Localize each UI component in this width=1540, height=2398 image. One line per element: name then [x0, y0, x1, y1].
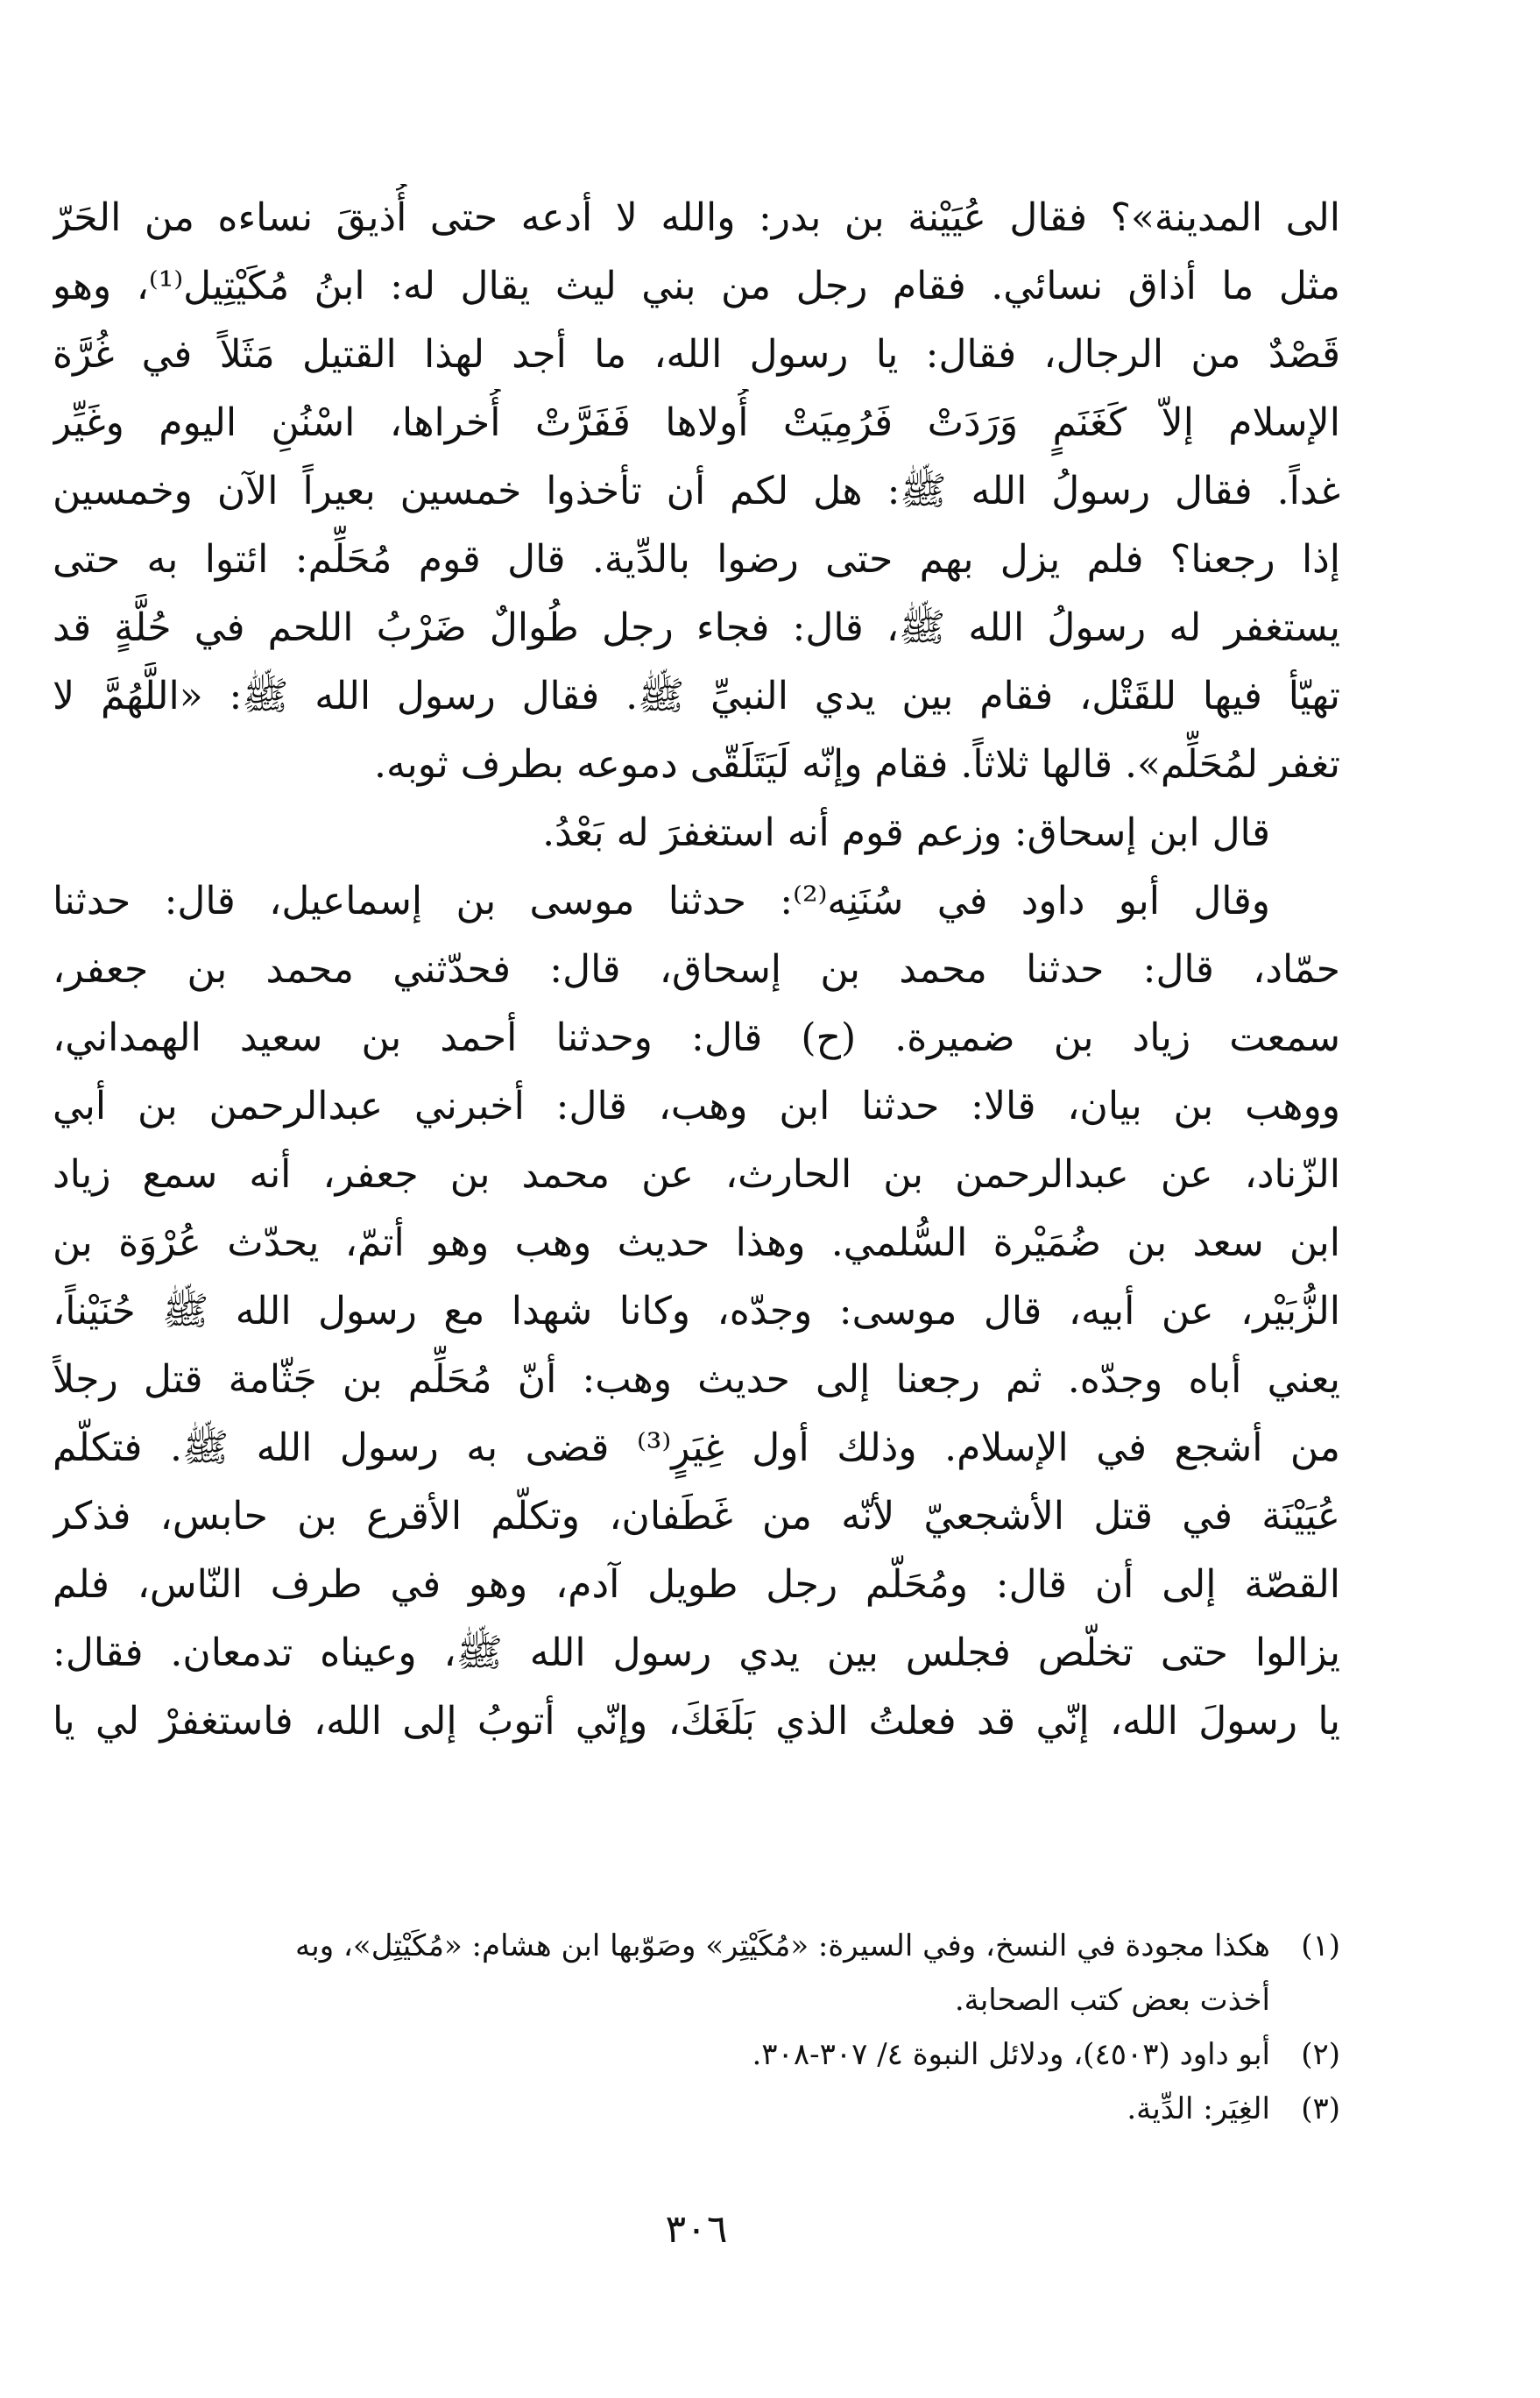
- text-line: قَصْدٌ من الرجال، فقال: يا رسول الله، ما أجد لهذا القتيل مَثَلاً في غُرَّة: [53, 332, 1340, 377]
- text-line: حمّاد، قال: حدثنا محمد بن إسحاق، قال: فحدّثني محمد بن جعفر،: [53, 947, 1340, 992]
- text-line: سمعت زياد بن ضميرة. (ح) قال: وحدثنا أحمد بن سعيد الهمداني،: [53, 1015, 1340, 1060]
- main-text: [53, 184, 1340, 1756]
- footnote-number: (٢): [1301, 2037, 1340, 2072]
- page-number: ٣٠٦: [665, 2207, 728, 2252]
- text-line: الإسلام إلاّ كَغَنَمٍ وَرَدَتْ فَرُمِيَتْ أُولاها فَفَرَّتْ أُخراها، اسْنُنِ اليوم وغَيِّر: [53, 400, 1340, 445]
- footnote-line: [53, 1919, 1340, 1973]
- text-line: تغفر لمُحَلِّم». قالها ثلاثاً. فقام وإنّه لَيَتَلَقّى دموعه بطرف ثوبه.: [373, 742, 1340, 787]
- footnotes: [53, 1919, 1340, 2136]
- text-line: إذا رجعنا؟ فلم يزل بهم حتى رضوا بالدِّية. قال قوم مُحَلِّم: ائتوا به حتى: [53, 537, 1340, 582]
- text-line: يا رسولَ الله، إنّي قد فعلتُ الذي بَلَغَكَ، وإنّي أتوبُ إلى الله، فاستغفرْ لي يا: [53, 1699, 1340, 1744]
- footnote-number: (١): [1301, 1928, 1340, 1963]
- text-line: تهيّأ فيها للقَتْل، فقام بين يدي النبيِّ ﷺ. فقال رسول الله ﷺ: «اللَّهُمَّ لا: [53, 674, 1340, 718]
- footnote-line: [53, 2082, 1340, 2136]
- text-line: مثل ما أذاق نسائي. فقام رجل من بني ليث يقال له: ابنُ مُكَيْتِيل⁽¹⁾، وهو: [53, 264, 1340, 308]
- footnote-text: هكذا مجودة في النسخ، وفي السيرة: «مُكَيْتِر» وصَوّبها ابن هشام: «مُكَيْتِل»، وبه: [295, 1928, 1270, 1963]
- text-line: عُيَيْنَة في قتل الأشجعيّ لأنّه من غَطَفان، وتكلّم الأقرع بن حابس، فذكر: [53, 1494, 1340, 1539]
- book-page: [53, 184, 1340, 2374]
- text-line: القصّة إلى أن قال: ومُحَلّم رجل طويل آدم، وهو في طرف النّاس، فلم: [53, 1562, 1340, 1607]
- text-line: يستغفر له رسولُ الله ﷺ، قال: فجاء رجل طُوالٌ ضَرْبُ اللحم في حُلَّةٍ قد: [53, 605, 1340, 650]
- text-line: الزّناد، عن عبدالرحمن بن الحارث، عن محمد بن جعفر، أنه سمع زياد: [53, 1152, 1340, 1197]
- footnote-text: أخذت بعض كتب الصحابة.: [954, 1983, 1270, 2018]
- footnote-text: الغِيَر: الدِّية.: [1127, 2091, 1270, 2126]
- text-line: ووهب بن بيان، قالا: حدثنا ابن وهب، قال: أخبرني عبدالرحمن بن أبي: [53, 1084, 1340, 1128]
- text-line: غداً. فقال رسولُ الله ﷺ: هل لكم أن تأخذوا خمسين بعيراً الآن وخمسين: [53, 469, 1340, 513]
- text-line: الى المدينة»؟ فقال عُيَيْنة بن بدر: والله لا أدعه حتى أُذيقَ نساءه من الحَرّ: [53, 195, 1340, 240]
- text-line: من أشجع في الإسلام. وذلك أول غِيَرٍ⁽³⁾ قضى به رسول الله ﷺ. فتكلّم: [53, 1425, 1340, 1470]
- text-line: الزُّبَيْر، عن أبيه، قال موسى: وجدّه، وكانا شهدا مع رسول الله ﷺ حُنَيْناً،: [53, 1289, 1340, 1333]
- footnote-number: (٣): [1301, 2091, 1340, 2126]
- footnote-text: أبو داود (٤٥٠٣)، ودلائل النبوة ٤/ ٣٠٧-٣٠٨.: [752, 2037, 1270, 2072]
- text-line: يعني أباه وجدّه. ثم رجعنا إلى حديث وهب: أنّ مُحَلِّم بن جَثّامة قتل رجلاً: [53, 1357, 1340, 1402]
- text-line: قال ابن إسحاق: وزعم قوم أنه استغفرَ له بَعْدُ.: [542, 810, 1270, 855]
- text-line: ابن سعد بن ضُمَيْرة السُّلمي. وهذا حديث وهب وهو أتمّ، يحدّث عُرْوَة بن: [53, 1220, 1340, 1265]
- footnote-line: [53, 2027, 1340, 2082]
- text-line: وقال أبو داود في سُنَنِه⁽²⁾: حدثنا موسى بن إسماعيل، قال: حدثنا: [53, 879, 1270, 923]
- text-line: يزالوا حتى تخلّص فجلس بين يدي رسول الله ﷺ، وعيناه تدمعان. فقال:: [53, 1630, 1340, 1675]
